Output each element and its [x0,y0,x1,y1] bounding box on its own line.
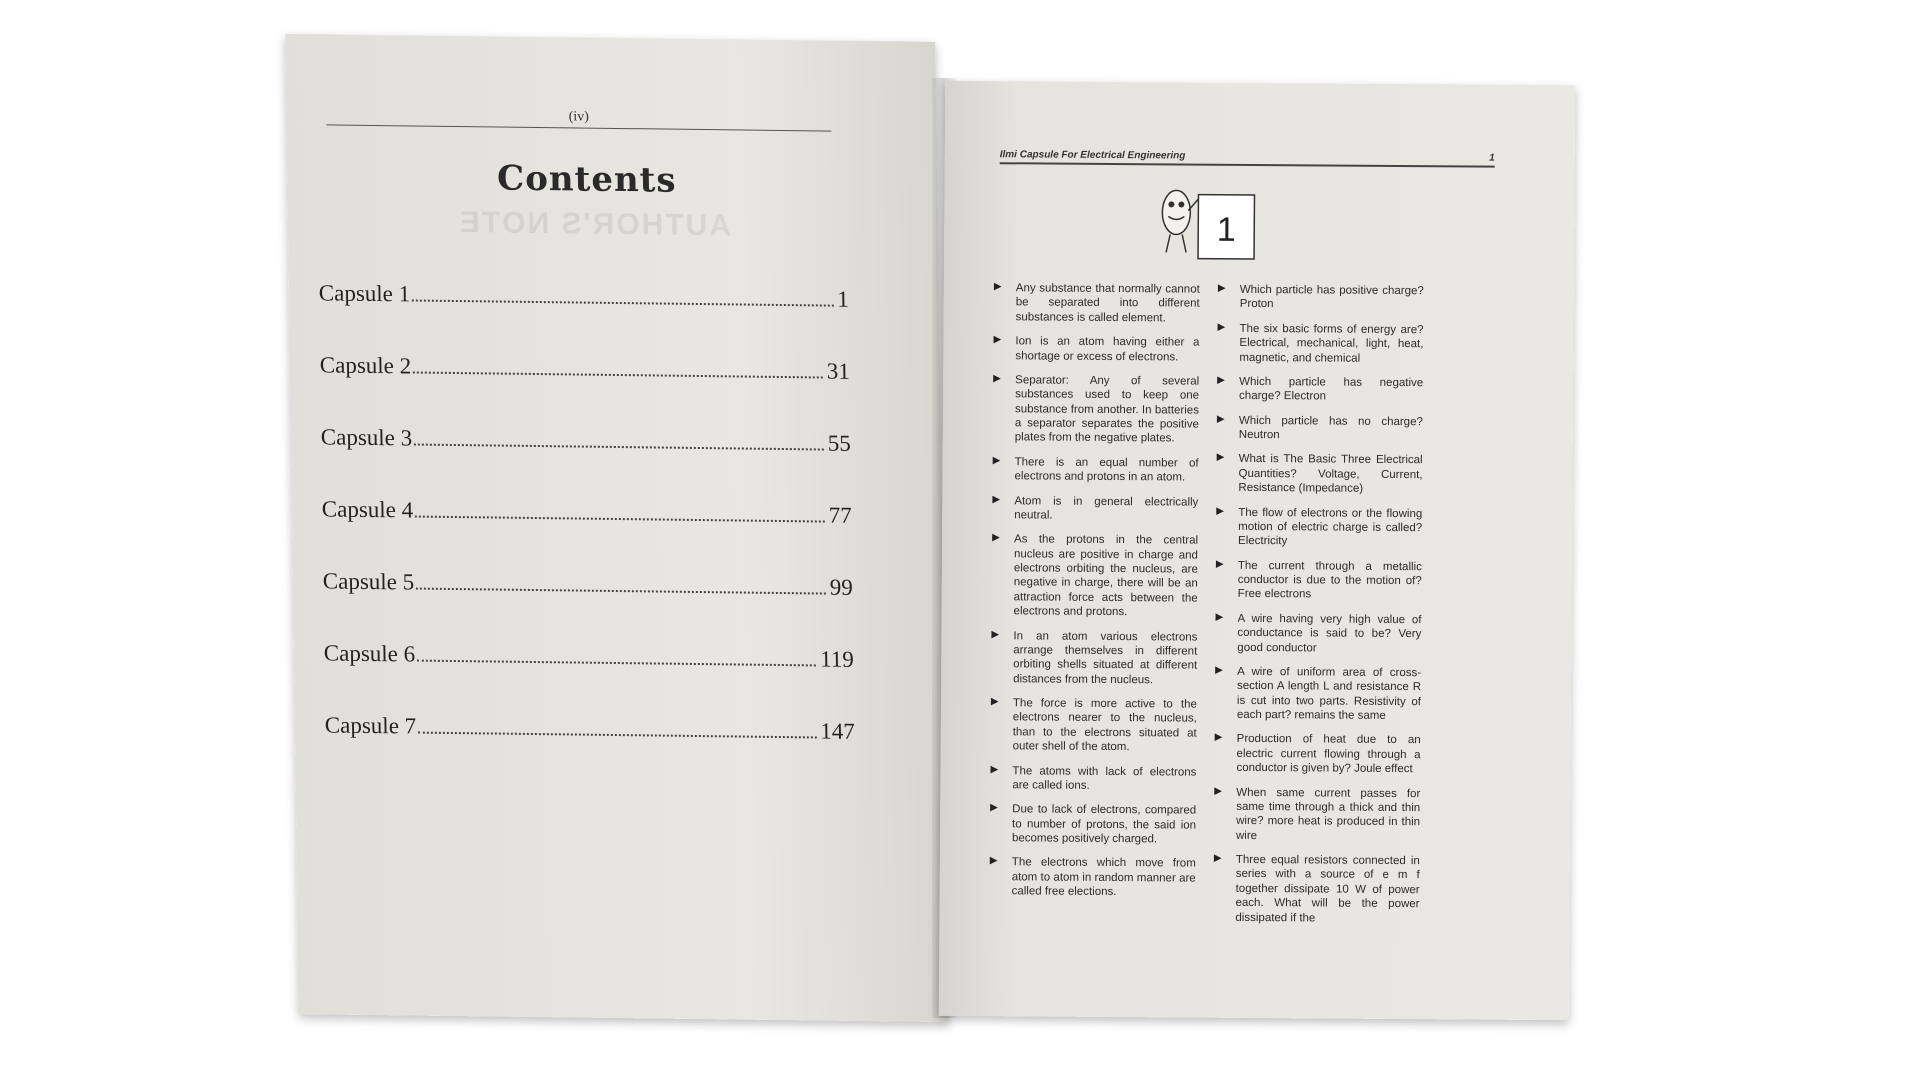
bullet-arrow-icon: ▶ [1215,611,1224,623]
question-columns [989,281,1424,936]
bullet-arrow-icon: ▶ [1216,452,1225,464]
bleed-through-text: AUTHOR'S NOTE [457,206,732,243]
bullet-arrow-icon: ▶ [991,628,1000,640]
toc-leader-dots [417,659,816,667]
bullet-arrow-icon: ▶ [993,373,1001,385]
running-header [1000,149,1495,167]
bullet-item [1217,375,1423,405]
toc-page-number: 119 [819,646,854,672]
bullet-item [992,455,1198,485]
bullet-arrow-icon: ▶ [990,802,998,814]
bullet-item [1214,732,1420,777]
bullet-arrow-icon: ▶ [1214,785,1223,797]
bullet-text: The electrons which move from atom to atom in random manner are called free elections. [1011,856,1196,899]
bullet-item [994,281,1200,326]
right-column [1213,283,1424,936]
toc-entry [323,594,854,672]
toc-leader-dots [413,370,823,378]
left-page-number: (iv) [326,106,831,131]
toc-page-number: 99 [829,574,853,600]
bullet-item [1218,283,1424,313]
bullet-text: A wire of uniform area of cross-section A length L and resistance R is cut into two parts. Resistivity of each part? remains the same [1236,665,1422,722]
toc-label: Capsule 7 [324,712,417,739]
bullet-arrow-icon: ▶ [992,532,1000,544]
bullet-item [1213,853,1419,926]
toc-label: Capsule 2 [319,352,412,379]
bullet-text: Due to lack of electrons, compared to number of protons, the said ion becomes positively charged. [1011,803,1197,846]
bullet-text: Atom is in general electrically neutral. [1014,494,1199,522]
bullet-text: Any substance that normally cannot be separated into different substances is called element. [1015,282,1200,325]
bullet-text: Ion is an atom having either a shortage or excess of electrons. [1015,335,1200,363]
bullet-text: A wire having very high value of conductance is said to be? Very good conductor [1237,612,1422,654]
bullet-text: Which particle has negative charge? Electron [1239,375,1424,403]
left-column [989,281,1200,934]
bullet-item [1214,785,1420,844]
bullet-item [992,494,1198,524]
toc-label: Capsule 5 [322,568,415,595]
bullet-item [1216,558,1422,603]
open-booklet [292,38,1582,1018]
toc-leader-dots [412,298,833,306]
bullet-arrow-icon: ▶ [1216,413,1225,425]
bullet-arrow-icon: ▶ [1213,852,1222,864]
bullet-item [991,629,1197,688]
bullet-item [993,373,1199,446]
toc-entry [318,234,849,312]
bullet-item [1217,321,1423,366]
bullet-arrow-icon: ▶ [1216,505,1225,517]
bullet-item [990,764,1196,794]
bullet-item [990,802,1196,847]
bullet-text: When same current passes for same time through a thick and thin wire? more heat is produced in thin wire [1235,786,1421,842]
bullet-text: Separator: Any of several substances used to keep one substance from another. In batteries a separator separates the positive plates from the negative plates. [1014,374,1200,445]
toc-leader-dots [414,443,824,451]
right-page-number: 1 [1489,152,1495,164]
toc-entry [320,378,851,456]
left-page [285,34,949,1022]
bullet-item [1215,611,1421,656]
bullet-item [990,856,1196,901]
capsule-mascot-icon [1154,182,1265,273]
bullet-text: Which particle has no charge? Neutron [1238,414,1423,442]
bullet-item [1216,452,1422,497]
bullet-arrow-icon: ▶ [993,281,1002,293]
bullet-text: The current through a metallic conductor is due to the motion of? Free electrons [1237,559,1422,601]
toc-label: Capsule 4 [321,496,414,523]
toc-entry [321,450,852,528]
right-page [939,81,1576,1020]
bullet-text: Production of heat due to an electric current flowing through a conductor is given by? Joule effect [1236,733,1421,776]
bullet-text: In an atom various electrons arrange themselves in different orbiting shells situated at different distances from the nucleus. [1013,629,1198,686]
toc-entry [319,306,850,384]
toc-entry [322,522,853,600]
toc-page-number: 55 [827,430,851,456]
bullet-item [1215,665,1421,724]
bullet-item [992,532,1199,620]
bullet-arrow-icon: ▶ [1215,664,1223,676]
toc-label: Capsule 6 [323,640,416,667]
bullet-arrow-icon: ▶ [1215,558,1224,570]
bullet-arrow-icon: ▶ [1214,732,1223,744]
toc-label: Capsule 3 [320,424,413,451]
toc-page-number: 1 [837,286,849,312]
header-title: Ilmi Capsule For Electrical Engineering [999,149,1186,162]
bullet-text: Which particle has positive charge? Proton [1239,283,1424,311]
bullet-arrow-icon: ▶ [990,696,999,708]
toc-page-number: 31 [826,358,850,384]
toc-leader-dots [415,515,825,523]
toc-page-number: 77 [828,502,852,528]
bullet-item [1217,413,1423,443]
bullet-arrow-icon: ▶ [1217,374,1225,386]
toc-label: Capsule 1 [318,280,411,307]
bullet-text: There is an equal number of electrons and protons in an atom. [1014,456,1199,484]
bullet-text: The force is more active to the electrons nearer to the nucleus, than to the electrons situated at outer shell of the atom. [1012,697,1197,754]
bullet-arrow-icon: ▶ [990,763,999,775]
bullet-text: Three equal resistors connected in series with a source of e m f together dissipate 10 W of power each. What will be the power dissipated if the [1235,853,1420,924]
bullet-item [993,334,1199,364]
toc-page-number: 147 [820,718,855,744]
bullet-arrow-icon: ▶ [1217,282,1226,294]
bullet-arrow-icon: ▶ [992,454,1001,466]
bullet-item [991,696,1197,755]
bullet-arrow-icon: ▶ [989,855,998,867]
toc-leader-dots [416,587,826,595]
contents-heading: Contents [496,158,677,201]
bullet-arrow-icon: ▶ [1217,321,1226,333]
bullet-text: What is The Basic Three Electrical Quantities? Voltage, Current, Resistance (Impedance) [1238,453,1423,495]
bullet-arrow-icon: ▶ [992,493,1001,505]
chapter-number: 1 [1216,210,1236,249]
bullet-text: The flow of electrons or the flowing motion of electric charge is called? Electricity [1238,506,1423,548]
bullet-text: As the protons in the central nucleus are positive in charge and electrons orbiting the nucleus, are negative in charge, there will be an attraction force acts between the electrons and protons. [1013,533,1199,619]
toc-leader-dots [418,731,816,739]
bullet-item [1216,505,1422,550]
toc-entry [324,666,855,744]
bullet-text: The six basic forms of energy are? Electrical, mechanical, light, heat, magnetic, and chemical [1239,322,1424,365]
bullet-text: The atoms with lack of electrons are called ions. [1012,764,1197,792]
table-of-contents [318,234,855,745]
bullet-arrow-icon: ▶ [993,334,1002,346]
